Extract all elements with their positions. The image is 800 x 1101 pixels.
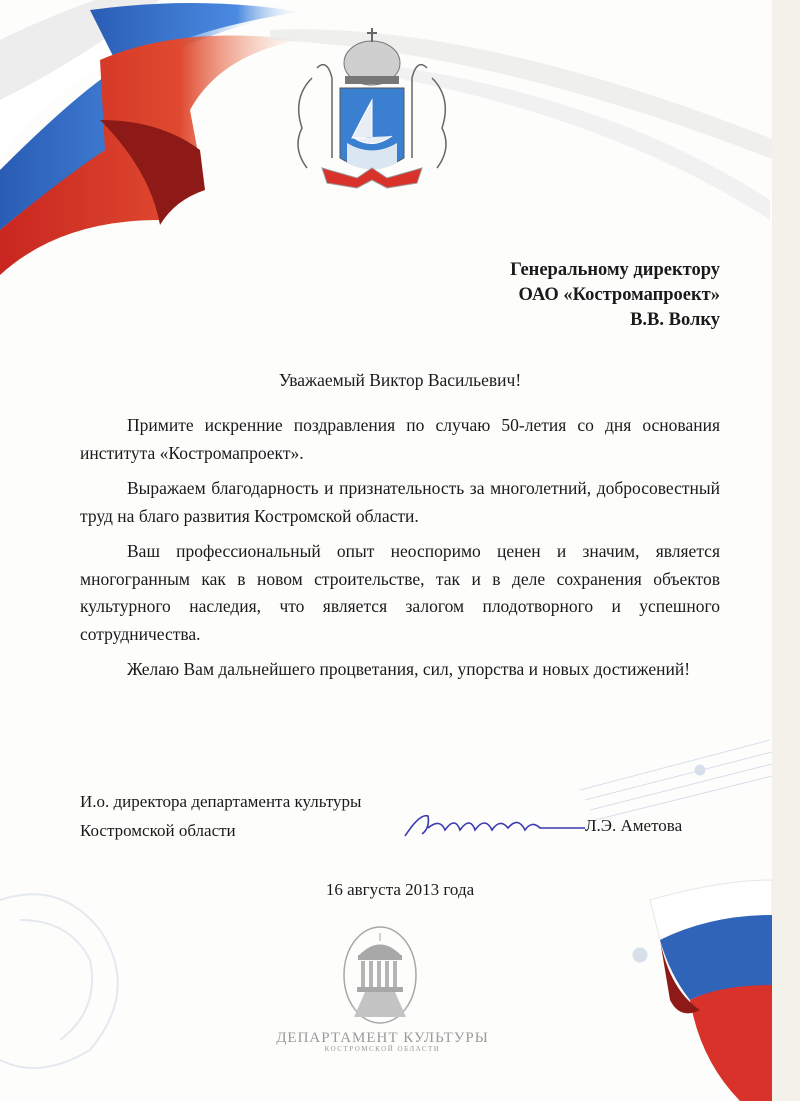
paragraph: Желаю Вам дальнейшего процветания, сил, упорства и новых достижений! <box>127 659 691 679</box>
signer-name: Л.Э. Аметова <box>585 816 683 835</box>
signer-title <box>80 787 361 845</box>
greeting: Уважаемый Виктор Васильевич! <box>278 370 522 390</box>
scan-edge <box>772 0 800 1101</box>
signer-title-line: Костромской области <box>80 821 236 840</box>
addressee-line: Генеральному директору <box>510 260 720 280</box>
addressee-line: ОАО «Костромапроект» <box>518 285 720 305</box>
rotunda-logo-icon <box>340 925 420 1025</box>
department-logo-text <box>0 1030 765 1053</box>
letter-body <box>80 412 720 692</box>
signer-title-line: И.о. директора департамента культуры <box>80 792 362 811</box>
logo-line-1: ДЕПАРТАМЕНТ КУЛЬТУРЫ <box>276 1030 489 1046</box>
addressee-line: В.В. Волку <box>630 310 720 330</box>
kostroma-coat-of-arms <box>272 18 472 198</box>
paragraph: Примите искренние поздравления по случаю 50-летия со дня основания института «Костромапроект». <box>80 415 720 463</box>
paragraph: Выражаем благодарность и признательность за многолетний, добросовестный труд на благо развития Костромской области. <box>80 478 720 526</box>
paragraph: Ваш профессиональный опыт неоспоримо ценен и значим, является многогранным как в новом строительстве, так и в деле сохранения объектов культурного наследия, что является залогом плодотворного и успешного сотрудничества. <box>80 541 720 644</box>
letter-date: 16 августа 2013 года <box>325 880 475 899</box>
addressee-block <box>510 258 720 333</box>
logo-line-2: КОСТРОМСКОЙ ОБЛАСТИ <box>324 1045 441 1053</box>
bottom-right-flag <box>650 880 772 1101</box>
handwritten-signature <box>400 808 590 842</box>
